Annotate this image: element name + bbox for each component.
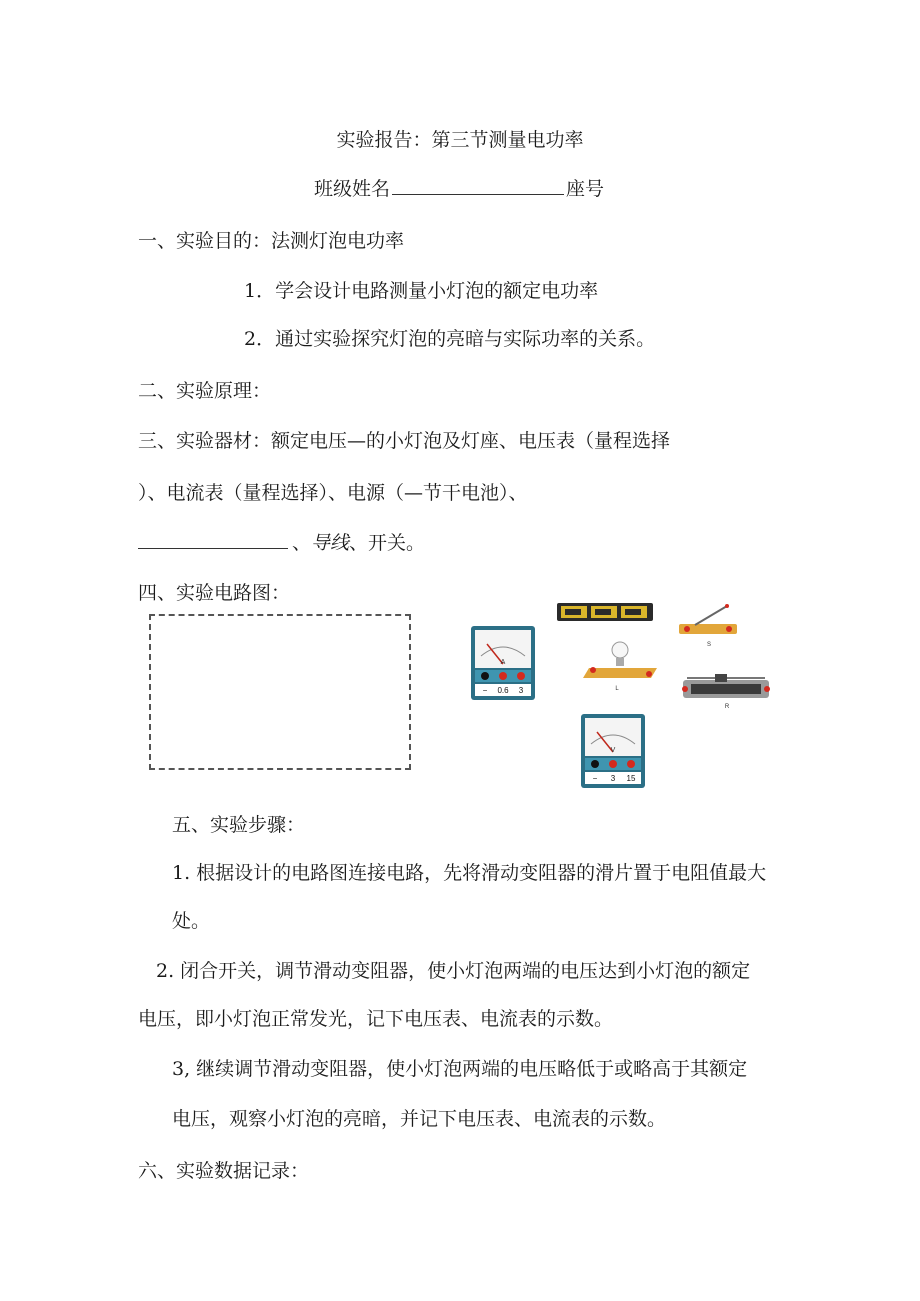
switch-label: S	[706, 642, 712, 648]
step-1-line-2: 处。	[172, 910, 211, 932]
step-1-line-1: 1. 根据设计的电路图连接电路，先将滑动变阻器的滑片置于电阻值最大	[172, 862, 767, 884]
section-2-heading: 二、实验原理：	[138, 380, 272, 402]
name-blank[interactable]	[392, 176, 564, 195]
class-name-label: 班级姓名	[314, 178, 391, 200]
section-6-heading: 六、实验数据记录：	[138, 1160, 310, 1182]
step-3-line-2: 电压，观察小灯泡的亮暗，并记下电压表、电流表的示数。	[172, 1108, 667, 1130]
rheostat-label: R	[724, 704, 730, 710]
wire-text: 导线	[311, 532, 350, 554]
ammeter-minus: −	[482, 686, 488, 695]
objective-1: 1．学会设计电路测量小灯泡的额定电功率	[244, 280, 599, 302]
section-4-heading: 四、实验电路图：	[138, 582, 291, 604]
page-title: 实验报告：第三节测量电功率	[336, 129, 584, 151]
battery-pack	[557, 603, 653, 621]
objective-2: 2．通过实验探究灯泡的亮暗与实际功率的关系。	[244, 328, 656, 350]
step-2-line-2: 电压，即小灯泡正常发光，记下电压表、电流表的示数。	[138, 1008, 614, 1030]
section-5-heading: 五、实验步骤：	[172, 814, 306, 836]
equipment-line-2: ）、电流表（量程选择）、电源（—节干电池）、	[138, 482, 528, 504]
step-2-line-1: 2. 闭合开关，调节滑动变阻器，使小灯泡两端的电压达到小灯泡的额定	[156, 960, 751, 982]
rheostat	[682, 674, 770, 710]
circuit-drawing-area[interactable]	[149, 614, 411, 770]
ammeter-symbol: A	[500, 659, 506, 666]
equipment-sep: 、	[292, 532, 312, 554]
ammeter-range-high: 3	[518, 686, 524, 695]
equipment-end: 、开关。	[349, 532, 426, 554]
seat-label: 座号	[566, 178, 605, 200]
equipment-blank[interactable]	[138, 530, 288, 549]
ammeter	[471, 626, 535, 700]
class-name-row	[314, 176, 604, 202]
section-1-heading: 一、实验目的：法测灯泡电功率	[138, 230, 405, 252]
voltmeter-minus: −	[592, 774, 598, 783]
voltmeter-range-high: 15	[626, 774, 636, 783]
switch	[679, 604, 737, 648]
step-3-line-1: 3, 继续调节滑动变阻器，使小灯泡两端的电压略低于或略高于其额定	[172, 1058, 748, 1080]
equipment-line-1: 三、实验器材：额定电压—的小灯泡及灯座、电压表（量程选择	[138, 430, 671, 452]
ammeter-range-low: 0.6	[497, 686, 509, 695]
lamp-holder	[583, 642, 657, 692]
lamp-label: L	[615, 686, 619, 692]
voltmeter	[581, 714, 645, 788]
equipment-illustration	[465, 598, 785, 798]
voltmeter-symbol: V	[610, 747, 616, 754]
voltmeter-range-low: 3	[610, 774, 616, 783]
equipment-line-3	[138, 530, 425, 556]
